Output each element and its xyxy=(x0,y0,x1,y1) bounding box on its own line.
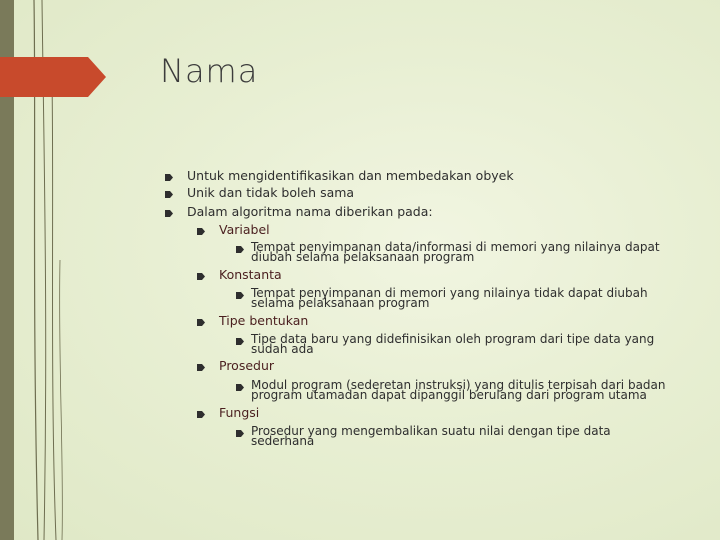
bullet-item xyxy=(165,170,514,182)
detail-text: Prosedur yang mengembalikan suatu nilai dengan tipe data sederhana xyxy=(251,424,611,448)
sub-item-konstanta xyxy=(197,269,282,281)
sub-item-detail xyxy=(236,380,671,400)
bullet-text: Dalam algoritma nama diberikan pada: xyxy=(187,204,433,219)
sub-item-variabel xyxy=(197,224,270,236)
sub-item-label: Fungsi xyxy=(219,405,260,420)
bullet-arrow-icon xyxy=(165,174,173,181)
bullet-arrow-icon xyxy=(165,210,173,217)
bullet-item xyxy=(165,206,433,218)
bullet-arrow-icon xyxy=(236,292,244,299)
detail-text: Tempat penyimpanan di memori yang nilainya tidak dapat diubah selama pelaksanaan program xyxy=(251,286,648,310)
sub-item-prosedur xyxy=(197,360,274,372)
bullet-arrow-icon xyxy=(197,228,205,235)
sub-item-label: Variabel xyxy=(219,222,270,237)
bullet-arrow-icon xyxy=(197,364,205,371)
sub-item-label: Tipe bentukan xyxy=(219,313,309,328)
sub-item-detail xyxy=(236,288,671,308)
bullet-arrow-icon xyxy=(236,246,244,253)
detail-text: Modul program (sederetan instruksi) yang ditulis terpisah dari badan program utamadan dapat dipanggil berulang dari program utama xyxy=(251,378,666,402)
bullet-arrow-icon xyxy=(236,430,244,437)
bullet-arrow-icon xyxy=(197,319,205,326)
slide-title: Nama xyxy=(160,52,259,90)
sub-item-label: Konstanta xyxy=(219,267,282,282)
bullet-item xyxy=(165,187,354,199)
bullet-arrow-icon xyxy=(236,338,244,345)
sub-item-detail xyxy=(236,334,671,354)
sub-item-detail xyxy=(236,426,671,446)
detail-text: Tempat penyimpanan data/informasi di memori yang nilainya dapat diubah selama pelaksanaan program xyxy=(251,240,660,264)
bullet-text: Untuk mengidentifikasikan dan membedakan obyek xyxy=(187,168,514,183)
sub-item-detail xyxy=(236,242,671,262)
bullet-arrow-icon xyxy=(197,273,205,280)
sub-item-tipe-bentukan xyxy=(197,315,308,327)
bullet-arrow-icon xyxy=(197,411,205,418)
sub-item-fungsi xyxy=(197,407,259,419)
bullet-arrow-icon xyxy=(165,191,173,198)
detail-text: Tipe data baru yang didefinisikan oleh program dari tipe data yang sudah ada xyxy=(251,332,655,356)
bullet-arrow-icon xyxy=(236,384,244,391)
sub-item-label: Prosedur xyxy=(219,358,275,373)
bullet-text: Unik dan tidak boleh sama xyxy=(187,185,355,200)
